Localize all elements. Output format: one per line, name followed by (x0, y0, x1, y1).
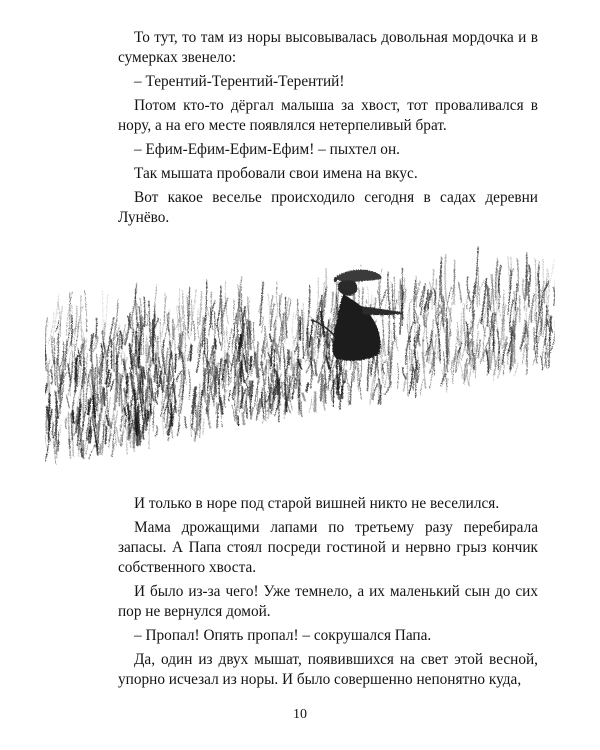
grass-stroke (86, 338, 87, 350)
grass-stroke (224, 331, 225, 360)
grass-stroke (246, 401, 247, 419)
grass-stroke (203, 352, 204, 377)
paragraph: То тут, то там из норы высовывалась довольная мордочка и в сумерках звенело: (118, 29, 538, 66)
grass-stroke (159, 371, 161, 388)
grass-stroke (45, 318, 47, 358)
grass-stroke (204, 383, 205, 403)
grass-stroke (269, 333, 271, 342)
grass-stroke (68, 412, 70, 459)
text-block-bottom (118, 494, 538, 694)
paragraph: – Терентий-Терентий-Терентий! (134, 73, 345, 90)
grass-stroke (189, 370, 190, 400)
grass-stroke (143, 325, 144, 355)
grass-stroke (127, 426, 128, 455)
paragraph: – Ефим-Ефим-Ефим-Ефим! – пыхтел он. (134, 141, 400, 158)
grass-stroke (164, 406, 167, 422)
grass-stroke (211, 376, 214, 389)
grass-stroke (318, 338, 319, 349)
grass-stroke (459, 361, 462, 379)
grass-stroke (181, 305, 182, 321)
grass-stroke (554, 287, 555, 306)
grass-stroke (131, 329, 133, 357)
grass-stroke (105, 426, 106, 444)
grass-stroke (413, 355, 415, 366)
grass-stroke (69, 439, 70, 449)
grass-stroke (487, 284, 488, 326)
grass-stroke (110, 379, 114, 391)
illustration-mouse-in-grass (45, 240, 555, 475)
grass-stroke (285, 297, 286, 339)
grass-stroke (410, 349, 412, 372)
grass-stroke (388, 272, 390, 310)
grass-stroke (161, 378, 163, 393)
grass-stroke (120, 415, 122, 431)
grass-stroke (95, 367, 97, 411)
grass-stroke (294, 330, 297, 343)
grass-stroke (58, 333, 59, 366)
paragraph: – Пропал! Опять пропал! – сокрушался Папа. (134, 627, 432, 644)
grass-stroke (309, 398, 312, 413)
grass-stroke (331, 292, 333, 314)
grass-stroke (549, 259, 555, 287)
paragraph: Да, один из двух мышат, появившихся на свет этой весной, упорно исчезал из норы. И было совершенно непонятно куда, (118, 651, 538, 688)
grass-stroke (406, 335, 410, 365)
grass-stroke (514, 363, 518, 376)
grass-stroke (238, 416, 239, 427)
grass-stroke (207, 339, 208, 369)
grass-stroke (170, 340, 172, 358)
grass-stroke (380, 268, 382, 303)
grass-stroke (526, 304, 528, 323)
grass-stroke (77, 306, 83, 332)
grass-stroke (67, 395, 70, 408)
grass-stroke (116, 427, 119, 442)
grass-stroke (445, 254, 447, 302)
grass-stroke (179, 373, 182, 397)
grass-stroke (193, 321, 195, 342)
grass-stroke (55, 320, 59, 332)
grass-stroke (145, 389, 146, 419)
grass-stroke (138, 322, 139, 337)
grass-stroke (217, 404, 218, 429)
grass-stroke (125, 313, 130, 347)
grass-stroke (268, 294, 270, 328)
grass-stroke (321, 374, 323, 402)
grass-stroke (91, 334, 92, 362)
grass-stroke (243, 412, 244, 425)
grass-stroke (529, 282, 530, 308)
paragraph: Мама дрожащими лапами по третьему разу перебирала запасы. А Папа стоял посреди гостиной и нервно грыз кончик собственного хвоста. (118, 519, 538, 576)
grass-stroke (257, 373, 258, 410)
grass-stroke (147, 314, 148, 326)
grass-stroke (459, 282, 462, 303)
grass-stroke (302, 392, 305, 401)
paragraph: Потом кто-то дёргал малыша за хвост, тот проваливался в нору, а на его месте появлялся нетерпеливый брат. (118, 97, 538, 134)
grass-stroke (93, 408, 94, 425)
grass-stroke (73, 410, 74, 424)
grass-stroke (198, 317, 199, 339)
grass-stroke (45, 383, 47, 393)
grass-stroke (516, 292, 517, 326)
grass-stroke (253, 322, 254, 341)
grass-stroke (397, 363, 398, 389)
grass-stroke (291, 351, 292, 370)
grass-stroke (436, 279, 437, 326)
grass-stroke (480, 350, 485, 364)
grass-stroke (329, 318, 330, 328)
grass-stroke (115, 384, 117, 411)
grass-stroke (76, 355, 77, 365)
grass-stroke (410, 304, 411, 350)
paragraph: И было из-за чего! Уже темнело, а их маленький сын до сих пор не вернулся домой. (118, 583, 538, 620)
grass-stroke (89, 445, 95, 460)
grass-stroke (307, 285, 309, 331)
grass-stroke (66, 418, 67, 429)
grass-stroke (373, 384, 378, 401)
grass-stroke (489, 288, 491, 311)
grass-stroke (114, 342, 115, 372)
grass-stroke (232, 405, 235, 422)
grass-stroke (166, 348, 168, 373)
grass-stroke (217, 367, 219, 385)
grass-stroke (277, 282, 278, 311)
grass-stroke (54, 335, 61, 356)
paragraph: Вот какое веселье происходило сегодня в садах деревни Лунёво. (118, 189, 538, 226)
grass-stroke (48, 311, 54, 345)
grass-stroke (191, 414, 192, 436)
grass-stroke (52, 422, 53, 435)
grass-stroke (81, 295, 82, 341)
grass-stroke (125, 419, 127, 427)
grass-stroke (68, 292, 70, 338)
grass-stroke (151, 404, 152, 416)
grass-stroke (345, 370, 346, 383)
grass-stroke (85, 290, 87, 332)
grass-stroke (477, 281, 478, 308)
grass-stroke (103, 291, 104, 334)
grass-stroke (265, 392, 266, 422)
grass-stroke (241, 398, 242, 408)
grass-stroke (301, 401, 302, 417)
text-block-top (118, 28, 538, 232)
page-number: 10 (293, 707, 307, 722)
paragraph: Так мышата пробовали свои имена на вкус. (134, 165, 418, 182)
grass-stroke (441, 373, 446, 386)
grass-stroke (90, 429, 92, 444)
grass-stroke (185, 417, 186, 429)
grass-stroke (396, 337, 398, 350)
grass-stroke (446, 319, 447, 361)
grass-stroke (285, 384, 286, 413)
grass-stroke (314, 359, 316, 376)
grass-stroke (292, 312, 294, 337)
grass-stroke (149, 300, 151, 346)
grass-stroke (133, 358, 134, 383)
grass-stroke (75, 306, 77, 336)
grass-stroke (394, 300, 397, 321)
grass-stroke (548, 269, 550, 314)
grass-stroke (127, 376, 128, 394)
grass-stroke (497, 258, 498, 305)
grass-stroke (218, 327, 221, 346)
grass-stroke (163, 340, 165, 374)
grass-stroke (410, 322, 414, 343)
grass-stroke (228, 353, 229, 367)
grass-stroke (390, 300, 391, 312)
grass-stroke (531, 294, 534, 323)
grass-stroke (503, 360, 504, 375)
grass-stroke (227, 326, 229, 345)
grass-stroke (514, 324, 515, 364)
grass-stroke (368, 361, 370, 391)
grass-stroke (421, 379, 424, 396)
paragraph: И только в норе под старой вишней никто не веселился. (134, 495, 500, 512)
grass-stroke (302, 310, 303, 347)
grass-stroke (262, 317, 264, 334)
grass-stroke (135, 390, 136, 420)
grass-stroke (306, 364, 310, 373)
grass-stroke (250, 356, 251, 370)
grass-stroke (109, 418, 112, 429)
grass-field (45, 247, 555, 465)
grass-stroke (203, 419, 204, 435)
grass-stroke (51, 369, 52, 384)
grass-stroke (106, 294, 108, 329)
grass-stroke (175, 354, 176, 373)
grass-stroke (271, 345, 272, 366)
grass-stroke (250, 321, 251, 351)
grass-stroke (80, 425, 82, 451)
grass-stroke (239, 335, 241, 362)
grass-stroke (325, 384, 326, 403)
grass-stroke (331, 390, 332, 401)
grass-stroke (479, 280, 485, 296)
grass-stroke (216, 402, 217, 415)
grass-stroke (229, 390, 231, 401)
grass-stroke (265, 359, 267, 385)
grass-stroke (155, 425, 157, 437)
grass-stroke (49, 393, 50, 416)
grass-stroke (134, 427, 135, 448)
grass-stroke (441, 257, 442, 303)
grass-stroke (378, 355, 379, 401)
grass-stroke (149, 375, 150, 390)
grass-stroke (296, 309, 297, 319)
grass-stroke (478, 267, 479, 306)
grass-stroke (306, 383, 308, 392)
grass-stroke (200, 292, 202, 326)
grass-stroke (175, 405, 176, 413)
grass-stroke (449, 348, 450, 365)
grass-stroke (174, 327, 176, 368)
grass-stroke (383, 310, 386, 357)
grass-stroke (112, 443, 115, 457)
grass-stroke (292, 378, 295, 400)
grass-stroke (289, 387, 290, 402)
grass-stroke (394, 321, 395, 341)
grass-stroke (220, 397, 222, 415)
grass-stroke (243, 329, 245, 349)
grass-stroke (229, 355, 232, 367)
grass-stroke (380, 290, 387, 307)
grass-stroke (109, 433, 111, 441)
